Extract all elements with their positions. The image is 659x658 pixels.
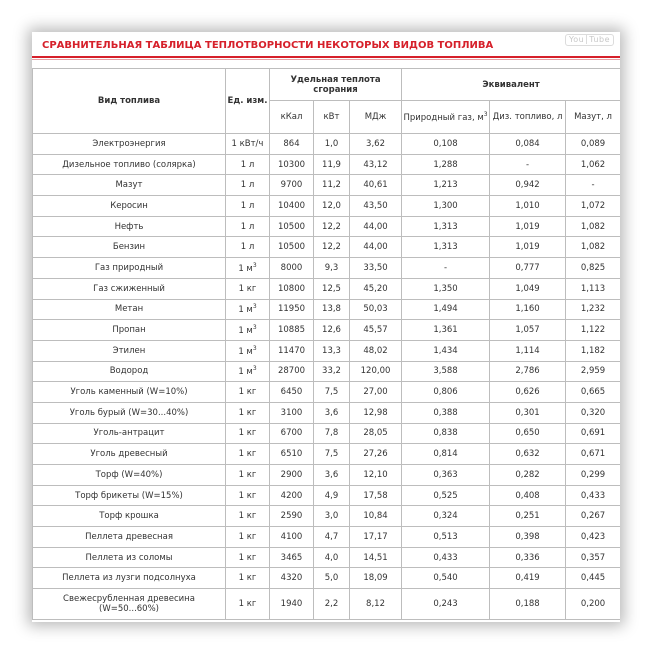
cell-mj: 10,84 <box>350 506 402 527</box>
cell-fuel-name: Пеллета древесная <box>33 527 226 548</box>
cell-mj: 43,50 <box>350 196 402 217</box>
cell-diesel: 1,010 <box>490 196 566 217</box>
cell-fuel-name: Метан <box>33 299 226 320</box>
cell-kwt: 12,2 <box>314 216 350 237</box>
cell-diesel: 0,301 <box>490 402 566 423</box>
table-row <box>33 402 621 423</box>
cell-mj: 43,12 <box>350 154 402 175</box>
cell-kwt: 7,5 <box>314 382 350 403</box>
cell-unit <box>226 589 270 620</box>
cell-diesel: 0,626 <box>490 382 566 403</box>
cell-mj: 18,09 <box>350 568 402 589</box>
cell-diesel: 1,019 <box>490 216 566 237</box>
cell-fuel-name: Дизельное топливо (солярка) <box>33 154 226 175</box>
cell-diesel: 0,398 <box>490 527 566 548</box>
header-unit: Ед. изм. <box>226 69 270 134</box>
cell-kcal: 1940 <box>270 589 314 620</box>
cell-kcal: 6700 <box>270 423 314 444</box>
cell-kcal: 10300 <box>270 154 314 175</box>
cell-kwt: 12,0 <box>314 196 350 217</box>
cell-diesel: 0,942 <box>490 175 566 196</box>
cell-mj: 40,61 <box>350 175 402 196</box>
table-row <box>33 134 621 155</box>
header-fuel-type: Вид топлива <box>33 69 226 134</box>
cell-mj: 45,57 <box>350 320 402 341</box>
table-row <box>33 547 621 568</box>
cell-gas: 1,350 <box>402 278 490 299</box>
cell-kwt: 4,7 <box>314 527 350 548</box>
cell-mazut: 1,082 <box>566 237 620 258</box>
cell-unit <box>226 402 270 423</box>
table-row <box>33 258 621 279</box>
table-row <box>33 340 621 361</box>
cell-diesel: 0,282 <box>490 465 566 486</box>
cell-unit-text: 1 м <box>238 367 253 378</box>
cell-gas: - <box>402 258 490 279</box>
cell-unit-text: 1 л <box>240 180 255 191</box>
cell-kwt: 11,2 <box>314 175 350 196</box>
cell-unit-text: 1 л <box>240 221 255 232</box>
cell-kwt: 3,6 <box>314 402 350 423</box>
cell-fuel-name: Газ сжиженный <box>33 278 226 299</box>
cell-unit <box>226 568 270 589</box>
cell-kwt: 7,8 <box>314 423 350 444</box>
cell-mj: 27,00 <box>350 382 402 403</box>
table-row <box>33 506 621 527</box>
header-natural-gas-label: Природный газ, м <box>403 112 484 123</box>
cell-kcal: 6450 <box>270 382 314 403</box>
cell-diesel: 0,251 <box>490 506 566 527</box>
cell-gas: 0,388 <box>402 402 490 423</box>
cell-mazut: 0,423 <box>566 527 620 548</box>
cell-kwt: 7,5 <box>314 444 350 465</box>
cell-kwt: 4,0 <box>314 547 350 568</box>
cell-kcal: 11470 <box>270 340 314 361</box>
cell-mazut: 1,072 <box>566 196 620 217</box>
cell-kwt: 12,6 <box>314 320 350 341</box>
cell-unit-sup: 3 <box>252 324 257 332</box>
cell-diesel: 2,786 <box>490 361 566 382</box>
cell-unit <box>226 258 270 279</box>
cell-unit-sup: 3 <box>252 262 257 270</box>
cell-unit-text: 1 м <box>238 263 253 274</box>
table-row <box>33 485 621 506</box>
cell-fuel-name: Уголь бурый (W=30...40%) <box>33 402 226 423</box>
cell-gas: 0,324 <box>402 506 490 527</box>
table-row <box>33 527 621 548</box>
cell-unit <box>226 299 270 320</box>
header-natural-gas <box>402 101 490 134</box>
cell-kcal: 10400 <box>270 196 314 217</box>
cell-kcal: 10500 <box>270 216 314 237</box>
cell-diesel: 1,049 <box>490 278 566 299</box>
cell-unit-text: 1 кг <box>238 387 257 398</box>
cell-unit <box>226 382 270 403</box>
cell-unit-text: 1 кг <box>238 469 257 480</box>
table-row <box>33 299 621 320</box>
cell-diesel: 1,114 <box>490 340 566 361</box>
cell-unit <box>226 527 270 548</box>
cell-unit-text: 1 кг <box>238 531 257 542</box>
cell-fuel-name: Водород <box>33 361 226 382</box>
cell-gas: 0,540 <box>402 568 490 589</box>
table-row <box>33 154 621 175</box>
cell-mazut: 2,959 <box>566 361 620 382</box>
table-row <box>33 382 621 403</box>
cell-gas: 0,363 <box>402 465 490 486</box>
cell-diesel: 1,160 <box>490 299 566 320</box>
title-divider <box>32 56 620 58</box>
cell-kcal: 28700 <box>270 361 314 382</box>
cell-mj: 120,00 <box>350 361 402 382</box>
cell-mazut: 0,445 <box>566 568 620 589</box>
cell-kcal: 10800 <box>270 278 314 299</box>
table-row <box>33 196 621 217</box>
cell-kcal: 4320 <box>270 568 314 589</box>
cell-unit-text: 1 м <box>238 325 253 336</box>
cell-mazut: 0,433 <box>566 485 620 506</box>
cell-mj: 3,62 <box>350 134 402 155</box>
cell-unit <box>226 134 270 155</box>
cell-fuel-name: Уголь каменный (W=10%) <box>33 382 226 403</box>
cell-unit <box>226 465 270 486</box>
cell-mj: 12,10 <box>350 465 402 486</box>
cell-unit <box>226 320 270 341</box>
cell-gas: 1,313 <box>402 237 490 258</box>
cell-gas: 0,525 <box>402 485 490 506</box>
cell-gas: 1,300 <box>402 196 490 217</box>
cell-kcal: 3100 <box>270 402 314 423</box>
cell-fuel-name: Керосин <box>33 196 226 217</box>
cell-kwt: 11,9 <box>314 154 350 175</box>
cell-kwt: 12,2 <box>314 237 350 258</box>
cell-mazut: 1,062 <box>566 154 620 175</box>
cell-unit <box>226 361 270 382</box>
cell-mazut: 0,357 <box>566 547 620 568</box>
cell-kcal: 4200 <box>270 485 314 506</box>
cell-mj: 17,17 <box>350 527 402 548</box>
cell-kwt: 5,0 <box>314 568 350 589</box>
cell-mazut: 0,200 <box>566 589 620 620</box>
cell-gas: 1,361 <box>402 320 490 341</box>
cell-unit <box>226 340 270 361</box>
cell-mj: 45,20 <box>350 278 402 299</box>
cell-fuel-name: Свежесрубленная древесина (W=50...60%) <box>33 589 226 620</box>
cell-kcal: 8000 <box>270 258 314 279</box>
cell-kwt: 9,3 <box>314 258 350 279</box>
cell-gas: 0,814 <box>402 444 490 465</box>
cell-mazut: 0,825 <box>566 258 620 279</box>
cell-unit-text: 1 м <box>238 346 253 357</box>
cell-unit-text: 1 кг <box>238 573 257 584</box>
table-row <box>33 175 621 196</box>
cell-gas: 0,513 <box>402 527 490 548</box>
cell-kcal: 864 <box>270 134 314 155</box>
cell-kcal: 2900 <box>270 465 314 486</box>
cell-kwt: 12,5 <box>314 278 350 299</box>
cell-gas: 0,108 <box>402 134 490 155</box>
cell-unit <box>226 175 270 196</box>
cell-unit <box>226 423 270 444</box>
cell-fuel-name: Бензин <box>33 237 226 258</box>
cell-kcal: 10885 <box>270 320 314 341</box>
cell-unit-text: 1 кг <box>238 407 257 418</box>
cell-fuel-name: Нефть <box>33 216 226 237</box>
fuel-comparison-table <box>32 68 620 620</box>
header-mazut: Мазут, л <box>566 101 620 134</box>
cell-kcal: 6510 <box>270 444 314 465</box>
table-row <box>33 444 621 465</box>
cell-mazut: 1,182 <box>566 340 620 361</box>
cell-fuel-name: Газ природный <box>33 258 226 279</box>
cell-mj: 48,02 <box>350 340 402 361</box>
cell-unit <box>226 196 270 217</box>
cell-diesel: 0,188 <box>490 589 566 620</box>
table-row <box>33 237 621 258</box>
table-body <box>33 134 621 620</box>
document-page <box>32 32 620 622</box>
cell-mazut: 0,671 <box>566 444 620 465</box>
cell-mazut: 0,267 <box>566 506 620 527</box>
header-natural-gas-sup: 3 <box>483 111 488 119</box>
cell-mazut: 1,122 <box>566 320 620 341</box>
cell-gas: 0,806 <box>402 382 490 403</box>
cell-kwt: 1,0 <box>314 134 350 155</box>
logo-text-tube: Tube <box>586 35 610 44</box>
cell-mj: 44,00 <box>350 216 402 237</box>
cell-unit <box>226 216 270 237</box>
cell-unit <box>226 444 270 465</box>
cell-unit-sup: 3 <box>252 344 257 352</box>
cell-mj: 50,03 <box>350 299 402 320</box>
cell-kcal: 9700 <box>270 175 314 196</box>
cell-diesel: 0,632 <box>490 444 566 465</box>
table-row <box>33 216 621 237</box>
cell-diesel: 0,408 <box>490 485 566 506</box>
header-diesel: Диз. топливо, л <box>490 101 566 134</box>
cell-kwt: 3,6 <box>314 465 350 486</box>
cell-unit-text: 1 кг <box>238 490 257 501</box>
cell-mj: 17,58 <box>350 485 402 506</box>
cell-gas: 0,433 <box>402 547 490 568</box>
cell-fuel-name: Торф брикеты (W=15%) <box>33 485 226 506</box>
cell-unit-text: 1 кг <box>238 283 257 294</box>
cell-fuel-name: Электроэнергия <box>33 134 226 155</box>
cell-gas: 1,313 <box>402 216 490 237</box>
cell-gas: 1,494 <box>402 299 490 320</box>
cell-kcal: 4100 <box>270 527 314 548</box>
cell-unit <box>226 506 270 527</box>
cell-diesel: 0,084 <box>490 134 566 155</box>
cell-mazut: 1,232 <box>566 299 620 320</box>
cell-kwt: 2,2 <box>314 589 350 620</box>
cell-mazut: 1,082 <box>566 216 620 237</box>
cell-fuel-name: Уголь древесный <box>33 444 226 465</box>
cell-diesel: - <box>490 154 566 175</box>
cell-unit-text: 1 кг <box>238 599 257 610</box>
cell-mazut: 0,299 <box>566 465 620 486</box>
cell-unit-text: 1 л <box>240 200 255 211</box>
cell-unit-text: 1 кг <box>238 552 257 563</box>
cell-diesel: 0,336 <box>490 547 566 568</box>
cell-gas: 0,838 <box>402 423 490 444</box>
cell-mazut: 0,089 <box>566 134 620 155</box>
cell-mj: 28,05 <box>350 423 402 444</box>
cell-fuel-name: Этилен <box>33 340 226 361</box>
cell-mj: 33,50 <box>350 258 402 279</box>
cell-kcal: 11950 <box>270 299 314 320</box>
cell-diesel: 1,019 <box>490 237 566 258</box>
cell-unit-sup: 3 <box>252 365 257 373</box>
cell-kcal: 3465 <box>270 547 314 568</box>
cell-diesel: 0,777 <box>490 258 566 279</box>
cell-unit-text: 1 кг <box>238 449 257 460</box>
cell-kwt: 13,3 <box>314 340 350 361</box>
cell-gas: 0,243 <box>402 589 490 620</box>
cell-unit-text: 1 м <box>238 305 253 316</box>
logo-text-you: You <box>568 35 585 44</box>
cell-gas: 3,588 <box>402 361 490 382</box>
cell-gas: 1,434 <box>402 340 490 361</box>
cell-kwt: 13,8 <box>314 299 350 320</box>
cell-unit <box>226 547 270 568</box>
cell-kcal: 2590 <box>270 506 314 527</box>
cell-fuel-name: Пеллета из лузги подсолнуха <box>33 568 226 589</box>
cell-mazut: 0,320 <box>566 402 620 423</box>
cell-mj: 14,51 <box>350 547 402 568</box>
cell-mazut: 0,665 <box>566 382 620 403</box>
title-divider-secondary <box>32 59 620 60</box>
cell-fuel-name: Мазут <box>33 175 226 196</box>
header-kwt: кВт <box>314 101 350 134</box>
cell-gas: 1,213 <box>402 175 490 196</box>
cell-gas: 1,288 <box>402 154 490 175</box>
cell-diesel: 1,057 <box>490 320 566 341</box>
cell-fuel-name: Торф крошка <box>33 506 226 527</box>
table-row <box>33 568 621 589</box>
cell-mj: 27,26 <box>350 444 402 465</box>
table-row <box>33 320 621 341</box>
cell-fuel-name: Пеллета из соломы <box>33 547 226 568</box>
cell-unit-text: 1 кг <box>238 511 257 522</box>
page-title: СРАВНИТЕЛЬНАЯ ТАБЛИЦА ТЕПЛОТВОРНОСТИ НЕКОТОРЫХ ВИДОВ ТОПЛИВА <box>42 40 494 51</box>
cell-unit <box>226 485 270 506</box>
table-row <box>33 423 621 444</box>
cell-kwt: 33,2 <box>314 361 350 382</box>
cell-mj: 8,12 <box>350 589 402 620</box>
cell-unit-sup: 3 <box>252 303 257 311</box>
table-row <box>33 361 621 382</box>
table-row <box>33 589 621 620</box>
cell-unit <box>226 154 270 175</box>
header-kcal: кКал <box>270 101 314 134</box>
header-equivalent: Эквивалент <box>402 69 620 101</box>
table-row <box>33 465 621 486</box>
cell-mazut: 0,691 <box>566 423 620 444</box>
cell-kcal: 10500 <box>270 237 314 258</box>
cell-mazut: 1,113 <box>566 278 620 299</box>
cell-fuel-name: Торф (W=40%) <box>33 465 226 486</box>
header-mj: МДж <box>350 101 402 134</box>
cell-diesel: 0,650 <box>490 423 566 444</box>
cell-fuel-name: Уголь-антрацит <box>33 423 226 444</box>
cell-unit <box>226 237 270 258</box>
cell-unit-text: 1 л <box>240 242 255 253</box>
cell-kwt: 4,9 <box>314 485 350 506</box>
cell-mj: 44,00 <box>350 237 402 258</box>
cell-unit-text: 1 кг <box>238 428 257 439</box>
cell-diesel: 0,419 <box>490 568 566 589</box>
cell-unit <box>226 278 270 299</box>
cell-fuel-name: Пропан <box>33 320 226 341</box>
cell-unit-text: 1 л <box>240 159 255 170</box>
cell-unit-text: 1 кВт/ч <box>231 138 264 149</box>
header-specific-heat: Удельная теплота сгорания <box>270 69 402 101</box>
table-row <box>33 278 621 299</box>
cell-mj: 12,98 <box>350 402 402 423</box>
cell-mazut: - <box>566 175 620 196</box>
cell-kwt: 3,0 <box>314 506 350 527</box>
